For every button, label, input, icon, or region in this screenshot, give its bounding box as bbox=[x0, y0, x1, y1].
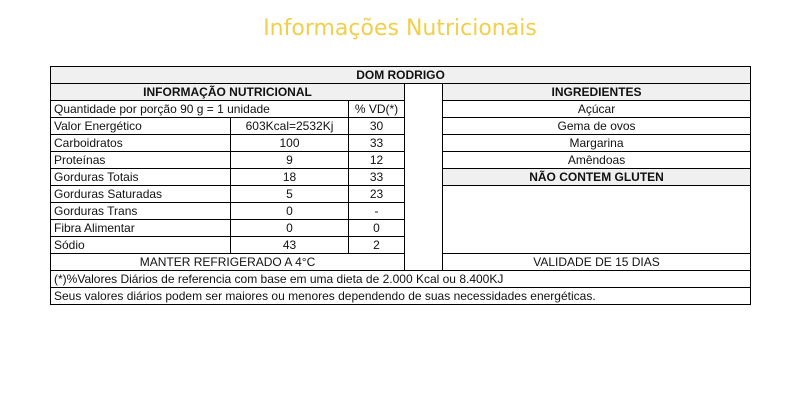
validity-notice: VALIDADE DE 15 DIAS bbox=[443, 254, 751, 271]
nutrient-vd: 23 bbox=[349, 186, 405, 203]
ingredient-item: Margarina bbox=[443, 135, 751, 152]
column-gap bbox=[405, 84, 443, 271]
nutrition-row bbox=[51, 186, 751, 203]
nutrient-vd: - bbox=[349, 203, 405, 220]
nutrient-vd: 12 bbox=[349, 152, 405, 169]
product-name: DOM RODRIGO bbox=[51, 67, 751, 84]
disclaimer-footnote: Seus valores diários podem ser maiores ou menores dependendo de suas necessidades energéticas. bbox=[51, 288, 751, 305]
nutrition-row bbox=[51, 135, 751, 152]
nutrient-name: Valor Energético bbox=[51, 118, 231, 135]
nutrient-amount: 0 bbox=[231, 203, 349, 220]
gluten-notice: NÃO CONTEM GLUTEN bbox=[443, 169, 751, 186]
nutrient-name: Gorduras Saturadas bbox=[51, 186, 231, 203]
blank-cell bbox=[443, 186, 751, 254]
ingredient-item: Amêndoas bbox=[443, 152, 751, 169]
storage-instruction: MANTER REFRIGERADO A 4°C bbox=[51, 254, 405, 271]
nutrient-amount: 5 bbox=[231, 186, 349, 203]
vd-header: % VD(*) bbox=[349, 101, 405, 118]
nutrition-row bbox=[51, 169, 751, 186]
nutrient-vd: 33 bbox=[349, 135, 405, 152]
nutrient-vd: 0 bbox=[349, 220, 405, 237]
nutrient-vd: 30 bbox=[349, 118, 405, 135]
nutrient-vd: 2 bbox=[349, 237, 405, 254]
nutrient-vd: 33 bbox=[349, 169, 405, 186]
page-title: Informações Nutricionais bbox=[263, 16, 537, 41]
nutrient-name: Proteínas bbox=[51, 152, 231, 169]
portion-label: Quantidade por porção 90 g = 1 unidade bbox=[51, 101, 349, 118]
nutrition-row bbox=[51, 118, 751, 135]
nutrient-name: Gorduras Totais bbox=[51, 169, 231, 186]
nutrition-label-table bbox=[50, 66, 751, 305]
nutrient-name: Fibra Alimentar bbox=[51, 220, 231, 237]
nutrition-row bbox=[51, 152, 751, 169]
ingredients-header: INGREDIENTES bbox=[443, 84, 751, 101]
nutrient-name: Gorduras Trans bbox=[51, 203, 231, 220]
ingredient-item: Gema de ovos bbox=[443, 118, 751, 135]
daily-values-footnote: (*)%Valores Diários de referencia com base em uma dieta de 2.000 Kcal ou 8.400KJ bbox=[51, 271, 751, 288]
nutrient-amount: 18 bbox=[231, 169, 349, 186]
nutrient-amount: 43 bbox=[231, 237, 349, 254]
nutrient-amount: 9 bbox=[231, 152, 349, 169]
nutrient-name: Carboidratos bbox=[51, 135, 231, 152]
nutrient-amount: 603Kcal=2532Kj bbox=[231, 118, 349, 135]
nutrient-amount: 100 bbox=[231, 135, 349, 152]
nutrient-amount: 0 bbox=[231, 220, 349, 237]
nutrient-name: Sódio bbox=[51, 237, 231, 254]
nutrition-header: INFORMAÇÃO NUTRICIONAL bbox=[51, 84, 405, 101]
ingredient-item: Açúcar bbox=[443, 101, 751, 118]
